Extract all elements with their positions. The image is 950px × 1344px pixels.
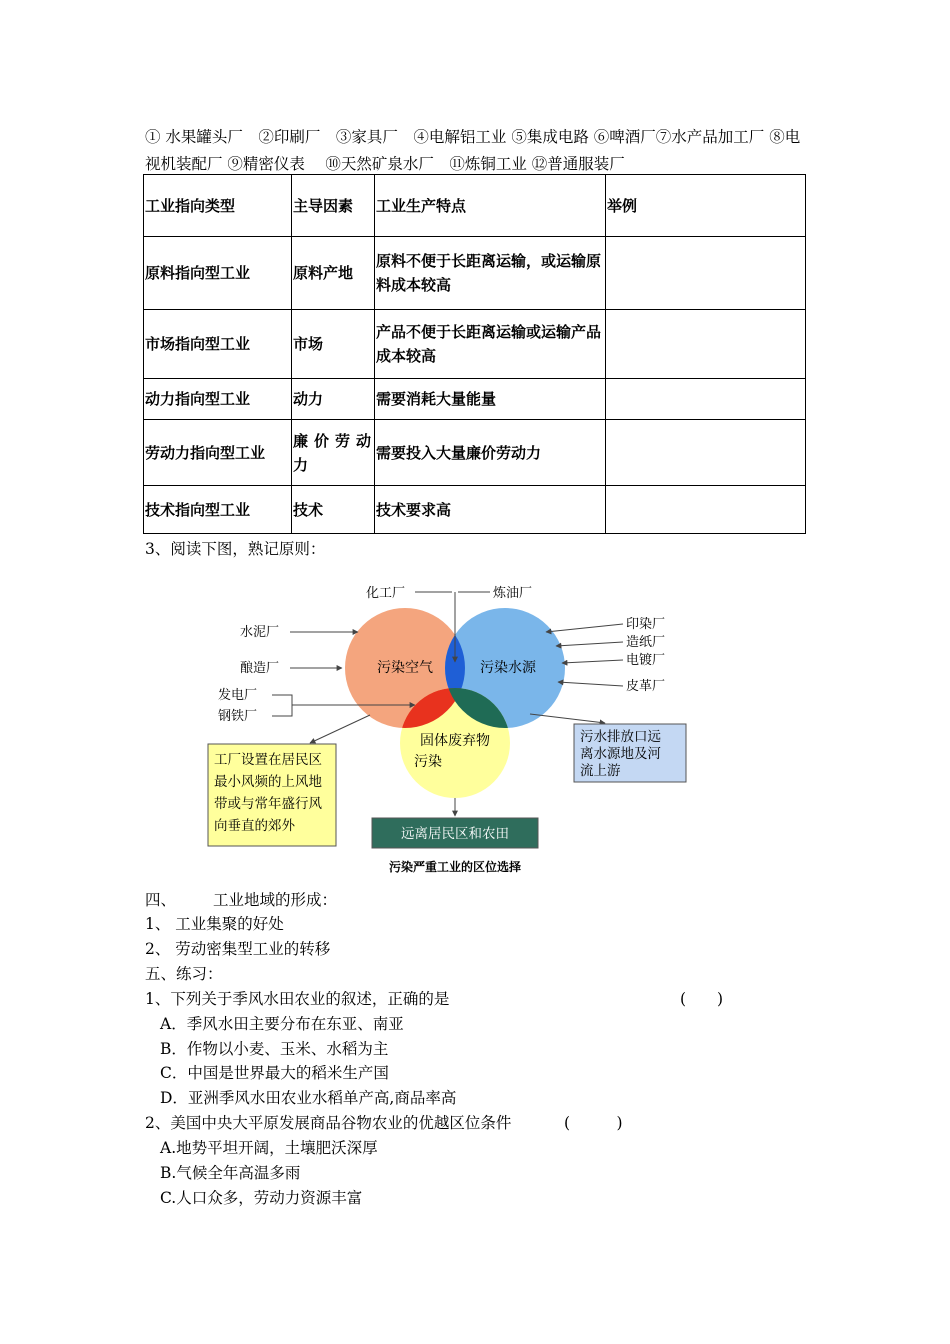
yellow-box-line: 向垂直的郊外 [214,818,295,834]
header-type: 工业指向类型 [144,175,292,237]
table-row [144,237,806,310]
header-factor: 主导因素 [292,175,375,237]
section3-title: 3、阅读下图，熟记原则： [145,540,326,558]
circle-solid-label-1: 固体废弃物 [420,733,490,749]
label-dyeing: 印染厂 [626,617,666,632]
label-paper: 造纸厂 [626,635,666,650]
q2-option-a: A.地势平坦开阔，土壤肥沃深厚 [160,1139,378,1157]
blue-box-line: 污水排放口远 [580,729,661,745]
header-example: 举例 [606,175,806,237]
cell-type: 动力指向型工业 [144,379,292,420]
industry-table [143,174,806,534]
cell-factor: 动力 [292,379,375,420]
label-steel: 钢铁厂 [218,709,258,724]
q2-option-b: B.气候全年高温多雨 [160,1164,301,1182]
label-refinery: 炼油厂 [493,586,533,601]
cell-feature: 产品不便于长距离运输或运输产品成本较高 [375,310,606,379]
label-chemical: 化工厂 [366,586,406,601]
cell-feature: 需要消耗大量能量 [375,379,606,420]
table-row [144,420,806,486]
cell-example[interactable] [606,379,806,420]
label-power: 发电厂 [218,688,258,703]
blue-box-line: 离水源地及河 [580,746,661,762]
circle-air-label: 污染空气 [377,660,433,676]
cell-factor: 原料产地 [292,237,375,310]
label-plating: 电镀厂 [626,653,666,668]
circle-solid-label-2: 污染 [414,754,442,770]
table-header-row [144,175,806,237]
q2-answer-paren[interactable]: ( ) [564,1114,623,1132]
table-row [144,379,806,420]
q1-stem: 1、下列关于季风水田农业的叙述，正确的是 [145,990,450,1008]
yellow-box-line: 带或与常年盛行风 [214,796,322,812]
q2-option-c: C.人口众多，劳动力资源丰富 [160,1189,363,1207]
green-box-text: 远离居民区和农田 [401,826,509,842]
cell-example[interactable] [606,310,806,379]
circle-water-label: 污染水源 [480,660,536,676]
cell-feature: 原料不便于长距离运输，或运输原料成本较高 [375,237,606,310]
yellow-box-line: 最小风频的上风地 [214,774,322,790]
q2-stem: 2、美国中央大平原发展商品谷物农业的优越区位条件 [145,1114,512,1132]
diagram-caption: 污染严重工业的区位选择 [388,860,522,874]
cell-feature: 需要投入大量廉价劳动力 [375,420,606,486]
cell-feature: 技术要求高 [375,486,606,534]
cell-type: 劳动力指向型工业 [144,420,292,486]
pollution-diagram [200,578,720,878]
section4-title: 工业地域的形成： [213,891,338,909]
cell-type: 技术指向型工业 [144,486,292,534]
cell-example[interactable] [606,237,806,310]
section5-title: 五、练习： [145,965,223,983]
cell-factor: 市场 [292,310,375,379]
q1-option-c: C．中国是世界最大的稻米生产国 [160,1064,389,1082]
cell-type: 市场指向型工业 [144,310,292,379]
q1-answer-paren[interactable]: ( ) [680,990,724,1008]
header-feature: 工业生产特点 [375,175,606,237]
section4-num: 四、 [145,891,177,909]
cell-type: 原料指向型工业 [144,237,292,310]
q1-option-d: D．亚洲季风水田农业水稻单产高,商品率高 [160,1089,457,1107]
cell-factor: 廉价劳动力 [292,420,375,486]
options-list: ① 水果罐头厂 ②印刷厂 ③家具厂 ④电解铝工业 ⑤集成电路 ⑥啤酒厂⑦水产品加工厂 ⑧电视机装配厂 ⑨精密仪表 ⑩天然矿泉水厂 ⑪炼铜工业 ⑫普通服装厂 [145,128,801,173]
yellow-box-line: 工厂设置在居民区 [214,752,322,768]
label-cement: 水泥厂 [240,625,280,640]
section4-item: 1、 工业集聚的好处 [145,915,284,933]
table-row [144,310,806,379]
cell-example[interactable] [606,420,806,486]
q1-option-b: B．作物以小麦、玉米、水稻为主 [160,1040,389,1058]
q1-option-a: A．季风水田主要分布在东亚、南亚 [160,1015,404,1033]
section4-item: 2、 劳动密集型工业的转移 [145,940,331,958]
table-row [144,486,806,534]
label-leather: 皮革厂 [626,679,666,694]
cell-factor: 技术 [292,486,375,534]
label-brewery: 酿造厂 [240,661,280,676]
cell-example[interactable] [606,486,806,534]
blue-box-line: 流上游 [580,763,621,779]
